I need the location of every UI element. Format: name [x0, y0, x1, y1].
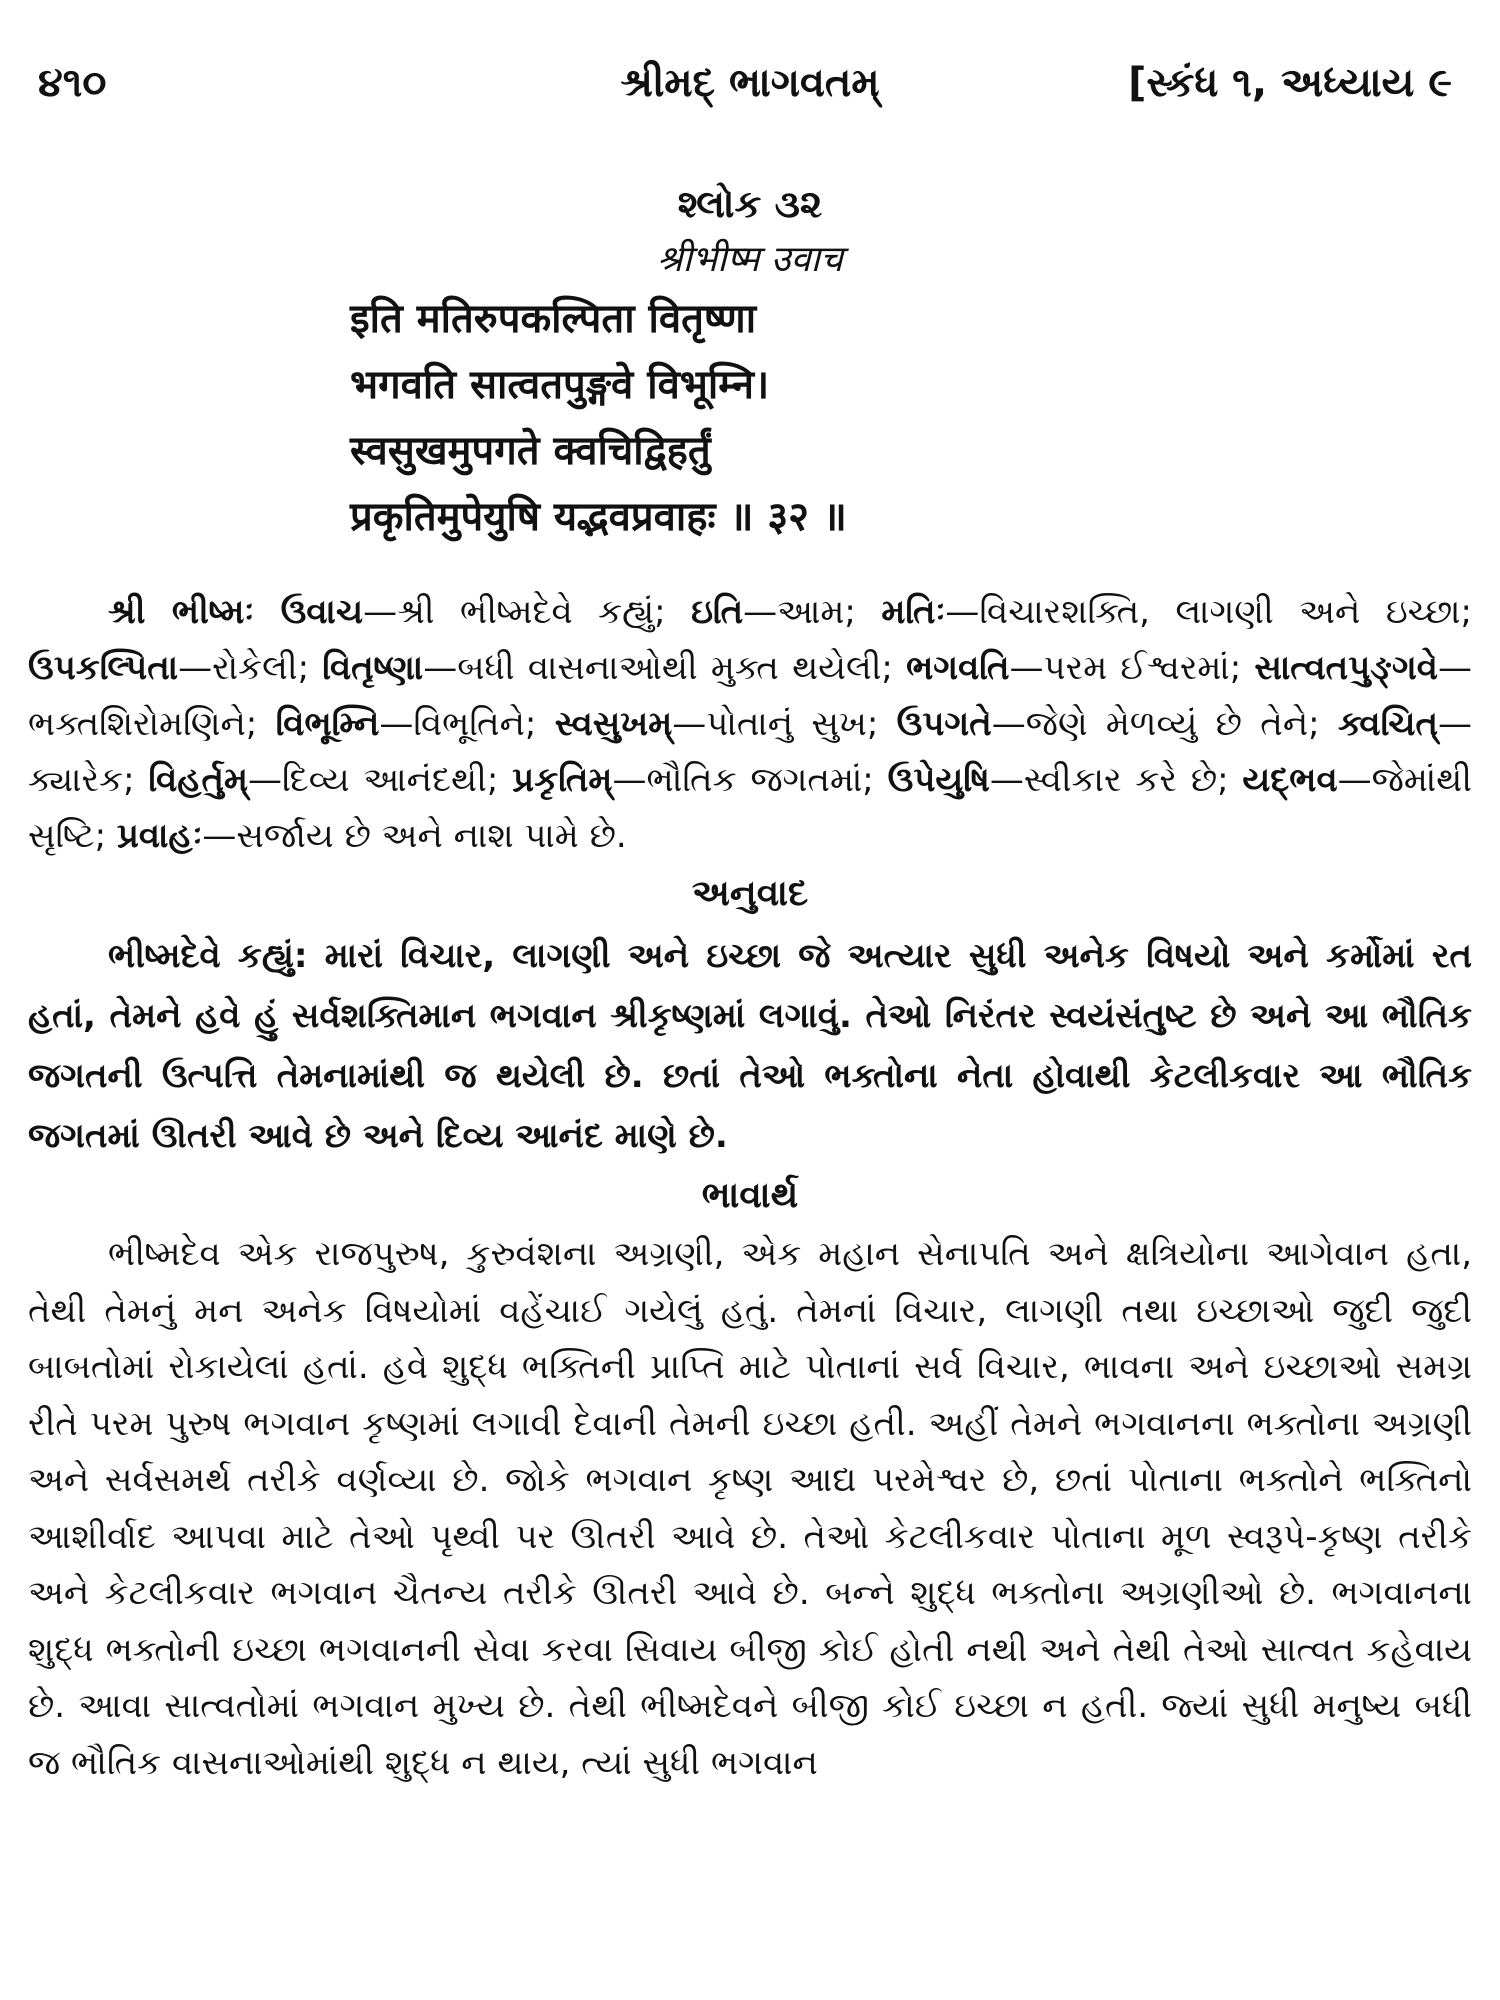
purport-text: ભીષ્મદેવ એક રાજપુરુષ, કુરુવંશના અગ્રણી, એક મહાન સેનાપતિ અને ક્ષત્રિયોના આગેવાન હતા, તેથી તેમનું મન અનેક વિષયોમાં વહેંચાઈ ગયેલું હતું. તેમનાં વિચાર, લાગણી તથા ઇચ્છાઓ જુદી જુદી બાબતોમાં રોકાયેલાં હતાં. હવે શુદ્ધ ભક્તિની પ્રાપ્તિ માટે પોતાનાં સર્વ વિચાર, ભાવના અને ઇચ્છાઓ સમગ્ર રીતે પરમ પુરુષ ભગવાન કૃષ્ણમાં લગાવી દેવાની તેમની ઇચ્છા હતી. અહીં તેમને ભગવાનના ભક્તોના અગ્રણી અને સર્વસમર્થ તરીકે વર્ણવ્યા છે. જોકે ભગવાન કૃષ્ણ આદ્ય પરમેશ્વર છે, છતાં પોતાના ભક્તોને ભક્તિનો આશીર્વાદ આપવા માટે તેઓ પૃથ્વી પર ઊતરી આવે છે. તેઓ કેટલીકવાર પોતાના મૂળ સ્વરૂપે-કૃષ્ણ તરીકે અને કેટલીકવાર ભગવાન ચૈતન્ય તરીકે ઊતરી આવે છે. બન્ને શુદ્ધ ભક્તોના અગ્રણીઓ છે. ભગવાનના શુદ્ધ ભક્તોની ઇચ્છા ભગવાનની સેવા કરવા સિવાય બીજી કોઈ હોતી નથી અને તેથી તેઓ સાત્વત કહેવાય છે. આવા સાત્વતોમાં ભગવાન મુખ્ય છે. તેથી ભીષ્મદેવને બીજી કોઈ ઇચ્છા ન હતી. જ્યાં સુધી મનુષ્ય બધી જ ભૌતિક વાસનાઓમાંથી શુદ્ધ ન થાય, ત્યાં સુધી ભગવાન — [28, 1234, 1472, 1783]
synonym-word: પ્રવાહઃ — [116, 816, 203, 856]
synonym-meaning: દિવ્ય આનંદથી; — [282, 760, 499, 800]
verse-line: इति मतिरुपकल्पिता वितृष्णा — [350, 295, 757, 342]
synonym-meaning: આમ; — [777, 592, 856, 632]
chapter-reference: [સ્કંધ ૧, અધ્યાય ૯ — [1128, 60, 1452, 106]
verse-line: स्वसुखमुपगते क्वचिद्विहर्तुं — [350, 427, 711, 474]
page-number: ૪૧૦ — [38, 60, 107, 106]
synonym-word: ઇતિ — [691, 592, 744, 632]
synonym-word: વિહર્તુમ્ — [148, 760, 248, 800]
synonym-word: સાત્વતપુઙ્ગવે — [1254, 648, 1438, 688]
synonym-word: મતિઃ — [881, 592, 946, 632]
synonym-meaning: પોતાનું સુખ; — [706, 704, 879, 744]
synonym-word: વિતૃષ્ણા — [322, 648, 424, 688]
synonym-meaning: પરમ ઈશ્વરમાં; — [1043, 648, 1242, 688]
sanskrit-verse — [270, 286, 1230, 550]
book-title: શ્રીમદ્ ભાગવતમ્ — [620, 60, 880, 106]
verse-speaker: श्रीभीष्म उवाच — [657, 239, 843, 280]
synonym-word: ભગવતિ — [906, 648, 1010, 688]
synonym-meaning: જેમાંથી સૃષ્ટિ; — [28, 760, 1472, 856]
purport-heading: ભાવાર્થ — [701, 1175, 799, 1216]
synonym-meaning: ભક્તશિરોમણિને; — [28, 704, 258, 744]
synonym-meaning: ક્યારેક; — [28, 760, 135, 800]
synonym-word: સ્વસુખમ્ — [554, 704, 673, 744]
verse-number: શ્લોક ૩૨ — [677, 182, 823, 226]
synonym-word: ઉપગતે — [896, 704, 992, 744]
synonym-word: યદ્ભવ — [1242, 760, 1338, 800]
synonym-word: ઉપકલ્પિતા — [28, 648, 179, 688]
synonym-word: શ્રી ભીષ્મઃ ઉવાચ — [108, 592, 364, 632]
synonym-meaning: જેણે મેળવ્યું છે તેને; — [1025, 704, 1320, 744]
running-header — [28, 60, 1472, 130]
verse-line: प्रकृतिमुपेयुषि यद्भवप्रवाहः ॥ ३२ ॥ — [350, 493, 847, 540]
synonym-word: ક્વચિત્ — [1337, 704, 1439, 744]
translation-text: ભીષ્મદેવે કહ્યું: મારાં વિચાર, લાગણી અને ઇચ્છા જે અત્યાર સુધી અનેક વિષયો અને કર્મોમાં રત હતાં, તેમને હવે હું સર્વશક્તિમાન ભગવાન શ્રીકૃષ્ણમાં લગાવું. તેઓ નિરંતર સ્વયંસંતુષ્ટ છે અને આ ભૌતિક જગતની ઉત્પત્તિ તેમનામાંથી જ થયેલી છે. છતાં તેઓ ભક્તોના નેતા હોવાથી કેટલીકવાર આ ભૌતિક જગતમાં ઊતરી આવે છે અને દિવ્ય આનંદ માણે છે. — [28, 936, 1472, 1156]
translation-heading: અનુવાદ — [691, 873, 809, 914]
verse-line: भगवति सात्वतपुङ्गवे विभूम्नि। — [350, 361, 770, 408]
synonym-meaning: સર્જાય છે અને નાશ પામે છે. — [236, 816, 627, 856]
synonym-meaning: રોકેલી; — [212, 648, 310, 688]
synonym-word: પ્રકૃતિમ્ — [512, 760, 613, 800]
synonym-meaning: બધી વાસનાઓથી મુક્ત થયેલી; — [457, 648, 893, 688]
synonym-meaning: ભૌતિક જગતમાં; — [646, 760, 874, 800]
synonym-meaning: વિચારશક્તિ, લાગણી અને ઇચ્છા; — [979, 592, 1472, 632]
synonym-meaning: શ્રી ભીષ્મદેવે કહ્યું; — [397, 592, 666, 632]
synonym-word: વિભૂમ્નિ — [275, 704, 380, 744]
synonym-word: ઉપેયુષિ — [887, 760, 990, 800]
synonym-meaning: વિભૂતિને; — [413, 704, 537, 744]
word-for-word-synonyms: શ્રી ભીષ્મઃ ઉવાચ—શ્રી ભીષ્મદેવે કહ્યું; ઇતિ—આમ; મતિઃ—વિચારશક્તિ, લાગણી અને ઇચ્છા; ઉપકલ્પિતા—રોકેલી; વિતૃષ્ણા—બધી વાસનાઓથી મુક્ત થયેલી; ભગવતિ—પરમ ઈશ્વરમાં; સાત્વતપુઙ્ગવે—ભક્તશિરોમણિને; વિભૂમ્નિ—વિભૂતિને; સ્વસુખમ્—પોતાનું સુખ; ઉપગતે—જેણે મેળવ્યું છે તેને; ક્વચિત્—ક્યારેક; વિહર્તુમ્—દિવ્ય આનંદથી; પ્રકૃતિમ્—ભૌતિક જગતમાં; ઉપેયુષિ—સ્વીકાર કરે છે; યદ્ભવ—જેમાંથી સૃષ્ટિ; પ્રવાહઃ—સર્જાય છે અને નાશ પામે છે. — [28, 592, 1473, 856]
synonym-meaning: સ્વીકાર કરે છે; — [1023, 760, 1229, 800]
